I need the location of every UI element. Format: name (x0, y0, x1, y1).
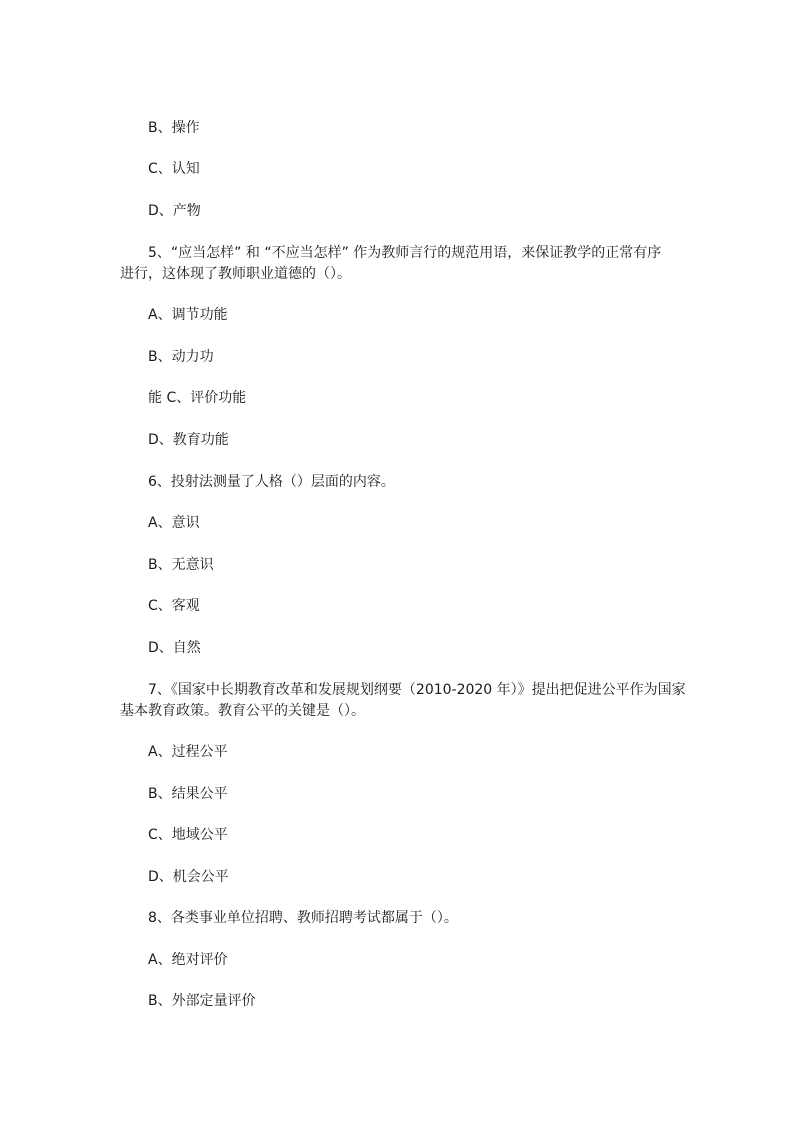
question-8: 8、各类事业单位招聘、教师招聘考试都属于（）。 (148, 910, 458, 926)
option-7c: C、地域公平 (148, 827, 228, 843)
option-6d: D、自然 (148, 640, 201, 656)
question-5-line-1: 5、“应当怎样” 和 “不应当怎样” 作为教师言行的规范用语，来保证教学的正常有序 (148, 245, 662, 261)
option-8a: A、绝对评价 (148, 952, 228, 968)
option-4c: C、认知 (148, 161, 200, 177)
question-6: 6、投射法测量了人格（）层面的内容。 (148, 474, 395, 490)
option-7a: A、过程公平 (148, 744, 228, 760)
option-5d: D、教育功能 (148, 432, 229, 448)
option-5b: B、动力功 (148, 349, 214, 365)
option-4d: D、产物 (148, 203, 201, 219)
option-6b: B、无意识 (148, 557, 214, 573)
question-5-line-2: 进行，这体现了教师职业道德的（）。 (120, 266, 351, 282)
option-8b: B、外部定量评价 (148, 993, 256, 1009)
option-5a: A、调节功能 (148, 307, 228, 323)
option-6a: A、意识 (148, 515, 200, 531)
option-4b: B、操作 (148, 120, 200, 136)
option-5c: 能 C、评价功能 (148, 390, 247, 406)
option-7d: D、机会公平 (148, 869, 229, 885)
question-7-line-1: 7、《国家中长期教育改革和发展规划纲要（2010-2020 年）》提出把促进公平作为国家 (148, 682, 686, 698)
option-6c: C、客观 (148, 598, 200, 614)
question-7-line-2: 基本教育政策。教育公平的关键是（）。 (120, 703, 365, 719)
option-7b: B、结果公平 (148, 786, 228, 802)
